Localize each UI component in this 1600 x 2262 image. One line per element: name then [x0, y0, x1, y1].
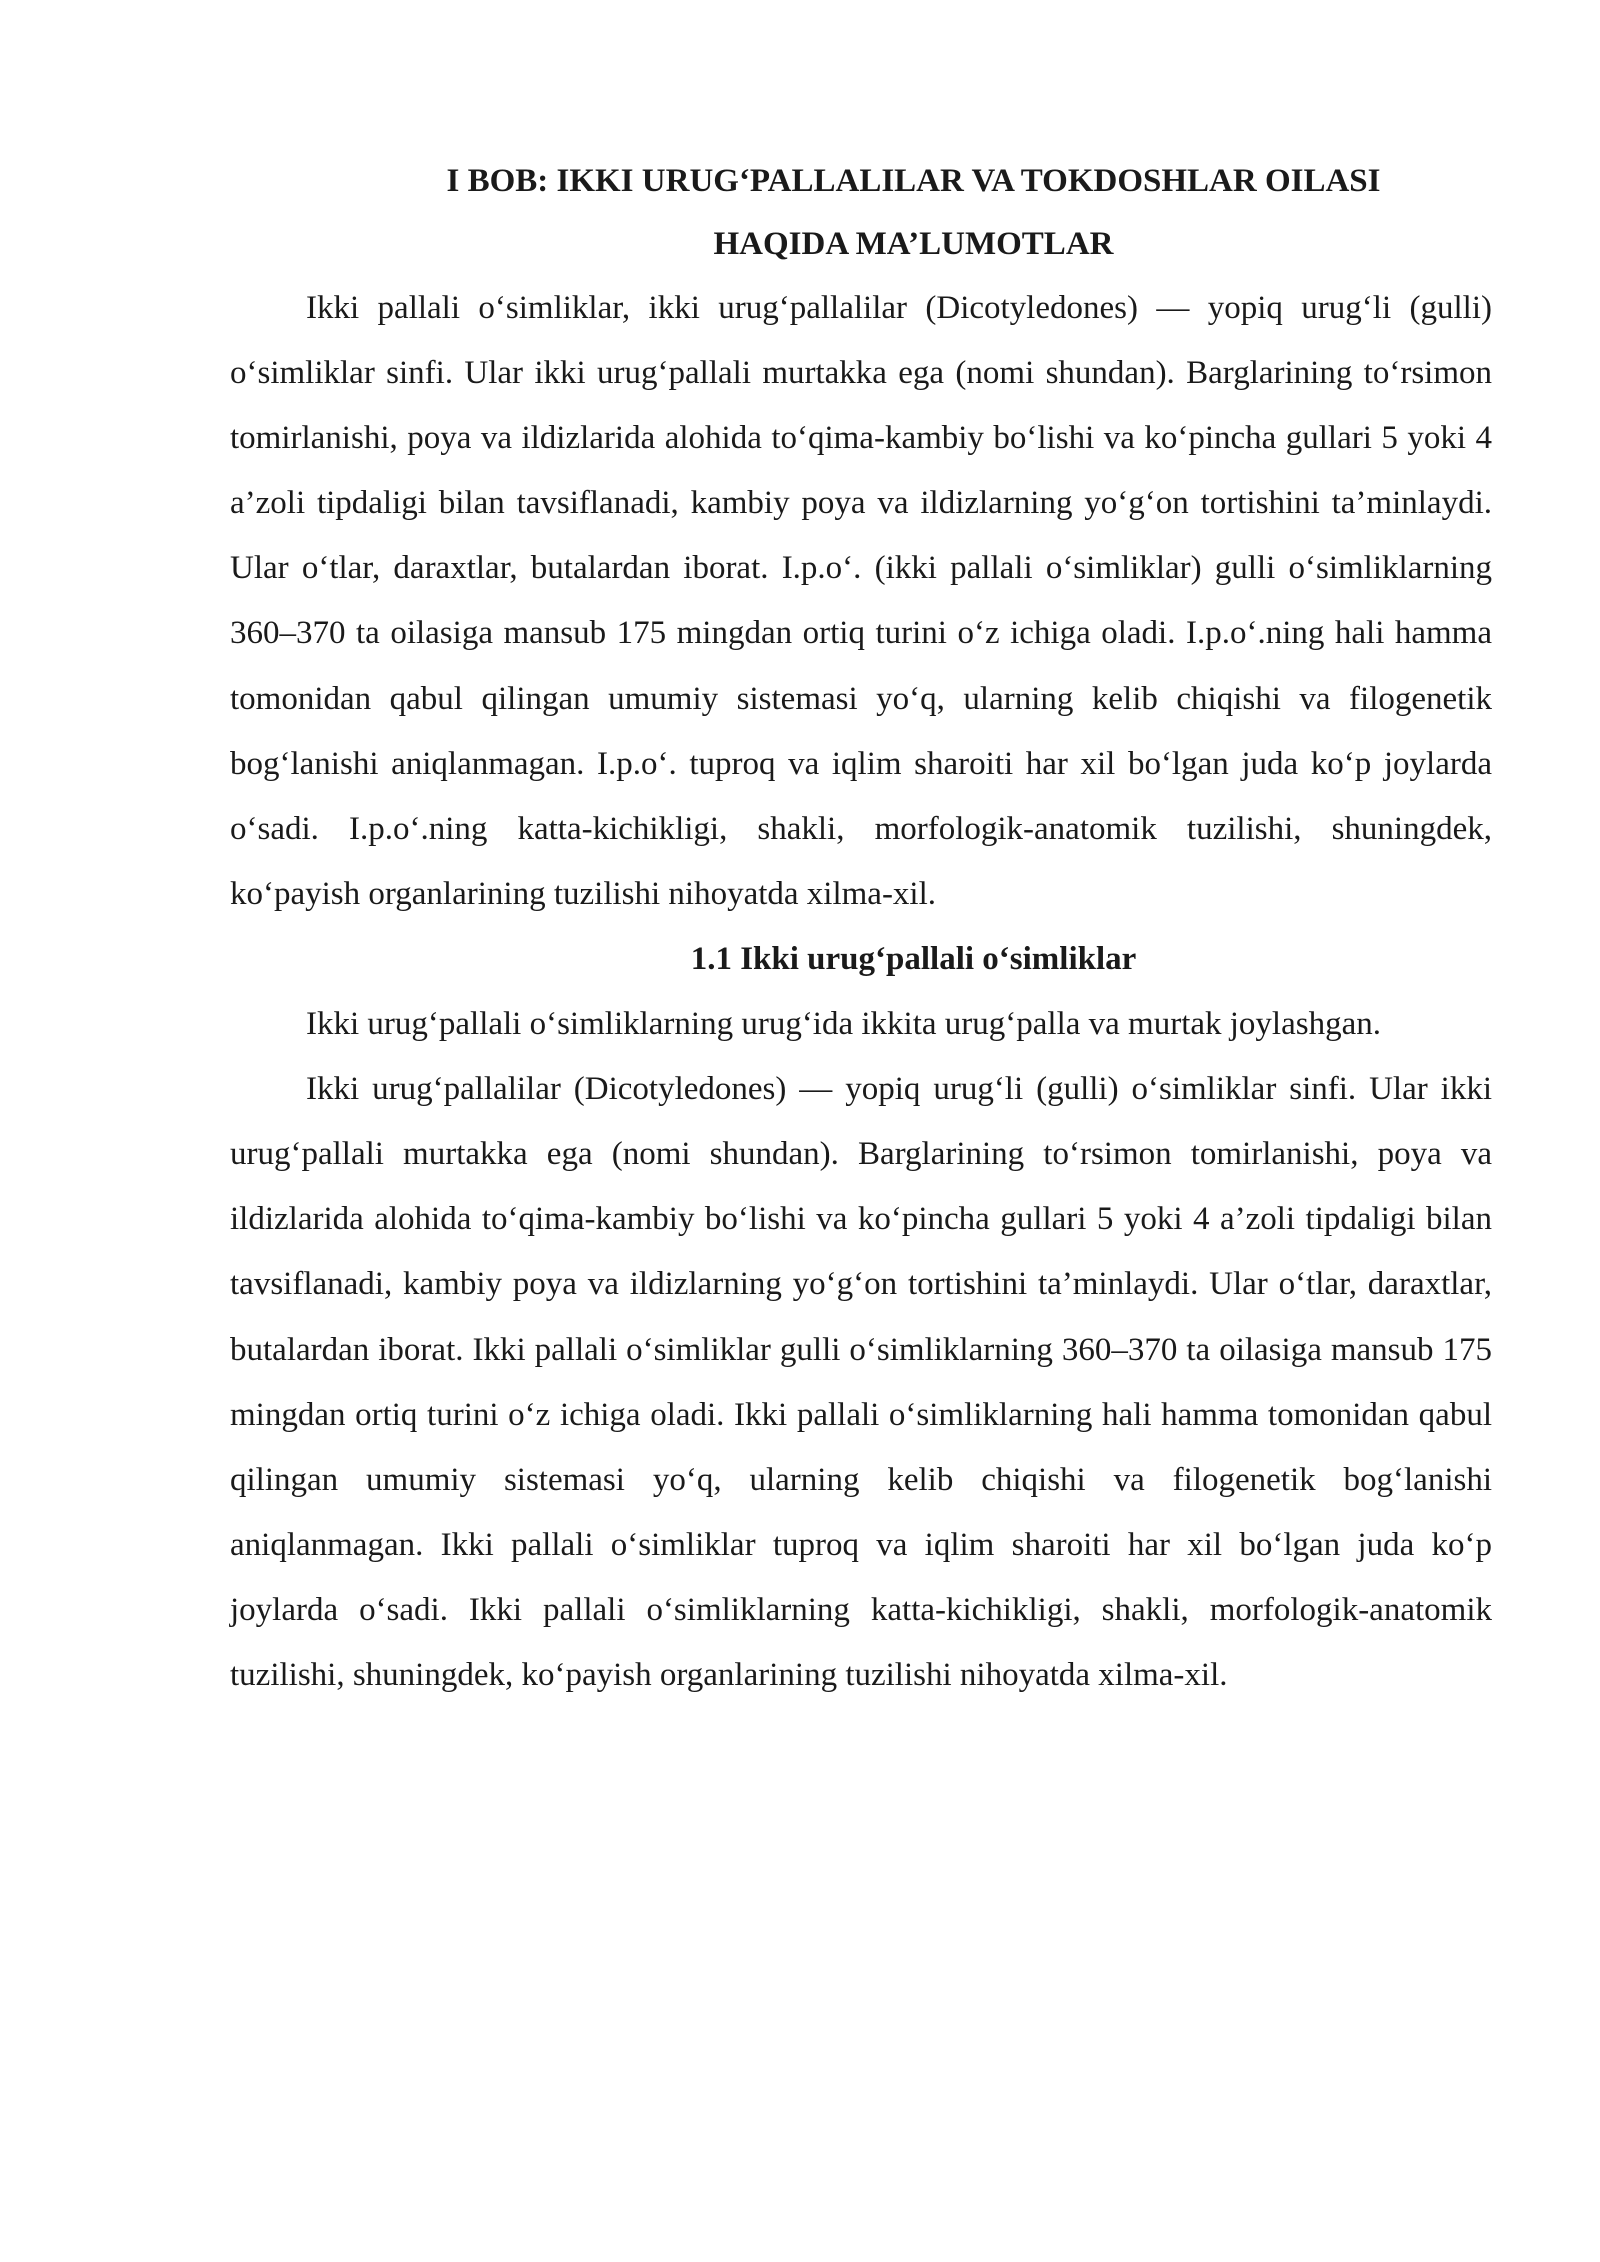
chapter-title-line-1: I BOB: IKKI URUG‘PALLALILAR VA TOKDOSHLAR OILASI: [446, 163, 1381, 199]
page-content: [230, 150, 1492, 1708]
section-paragraph-1: Ikki urug‘pallali o‘simliklarning urug‘ida ikkita urug‘palla va murtak joylashgan.: [306, 1006, 1381, 1043]
intro-paragraph: Ikki pallali o‘simliklar, ikki urug‘pallalilar (Dicotyledones) — yopiq urug‘li (gulli) o‘simliklar sinfi. Ular ikki urug‘pallali murtakka ega (nomi shundan). Barglarining to‘rsimon tomirlanishi, poya va ildizlarida alohida to‘qima-kambiy bo‘lishi va ko‘pincha gullari 5 yoki 4 a’zoli tipdaligi bilan tavsiflanadi, kambiy poya va ildizlarning yo‘g‘on tortishini ta’minlaydi. Ular o‘tlar, daraxtlar, butalardan iborat. I.p.o‘. (ikki pallali o‘simliklar) gulli o‘simliklarning 360–370 ta oilasiga mansub 175 mingdan ortiq turini o‘z ichiga oladi. I.p.o‘.ning hali hamma tomonidan qabul qilingan umumiy sistemasi yo‘q, ularning kelib chiqishi va filogenetik bog‘lanishi aniqlanmagan. I.p.o‘. tuproq va iqlim sharoiti har xil bo‘lgan juda ko‘p joylarda o‘sadi. I.p.o‘.ning katta-kichikligi, shakli, morfologik-anatomik tuzilishi, shuningdek, ko‘payish organlarining tuzilishi nihoyatda xilma-xil.: [230, 290, 1492, 912]
chapter-title-line-2: HAQIDA MA’LUMOTLAR: [713, 226, 1114, 262]
chapter-title: [230, 150, 1492, 276]
section-title: 1.1 Ikki urug‘pallali o‘simliklar: [690, 940, 1137, 977]
section-paragraph-2: Ikki urug‘pallalilar (Dicotyledones) — yopiq urug‘li (gulli) o‘simliklar sinfi. Ular ikki urug‘pallali murtakka ega (nomi shundan). Barglarining to‘rsimon tomirlanishi, poya va ildizlarida alohida to‘qima-kambiy bo‘lishi va ko‘pincha gullari 5 yoki 4 a’zoli tipdaligi bilan tavsiflanadi, kambiy poya va ildizlarning yo‘g‘on tortishini ta’minlaydi. Ular o‘tlar, daraxtlar, butalardan iborat. Ikki pallali o‘simliklar gulli o‘simliklarning 360–370 ta oilasiga mansub 175 mingdan ortiq turini o‘z ichiga oladi. Ikki pallali o‘simliklarning hali hamma tomonidan qabul qilingan umumiy sistemasi yo‘q, ularning kelib chiqishi va filogenetik bog‘lanishi aniqlanmagan. Ikki pallali o‘simliklar tuproq va iqlim sharoiti har xil bo‘lgan juda ko‘p joylarda o‘sadi. Ikki pallali o‘simliklarning katta-kichikligi, shakli, morfologik-anatomik tuzilishi, shuningdek, ko‘payish organlarining tuzilishi nihoyatda xilma-xil.: [230, 1071, 1492, 1693]
